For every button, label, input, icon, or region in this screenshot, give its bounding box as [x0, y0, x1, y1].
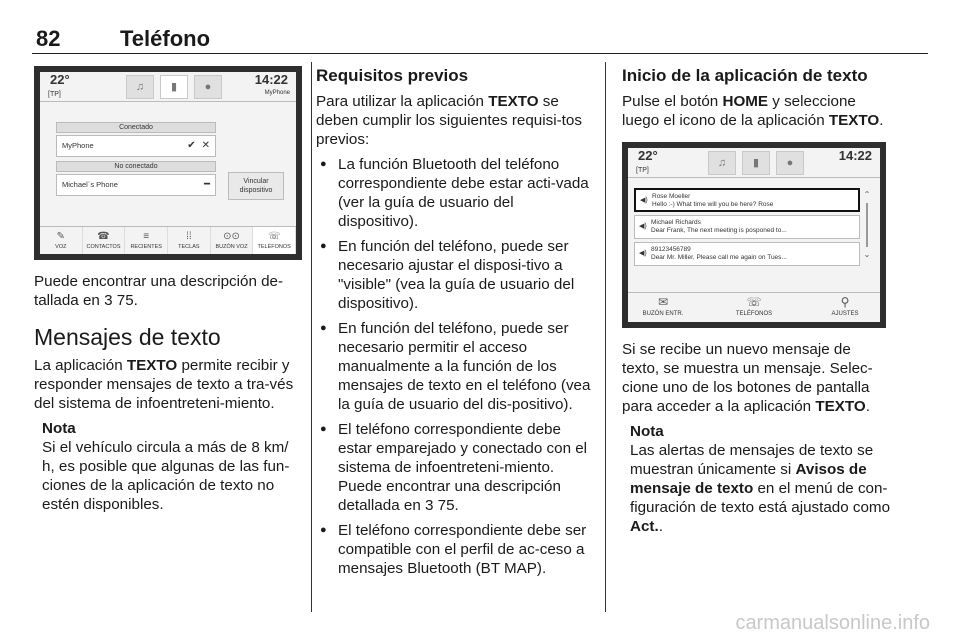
music-note-icon: ♫: [708, 151, 736, 175]
list-item: ● En función del teléfono, puede ser necesario permitir el acceso manualmente a la función de los mensajes de texto en el teléfono (vea la guía de usuario del dis-positivo).: [320, 319, 594, 414]
phone-handset-icon: ☏: [746, 295, 762, 309]
section-title: Teléfono: [120, 26, 211, 51]
list-item: ◀) Rose Moeller Hello :-) What time will you be here? Rose: [634, 188, 860, 212]
phone-icon: ▮: [742, 151, 770, 175]
device-row: [56, 135, 216, 157]
chevron-up-icon: ⌃: [863, 190, 871, 199]
watermark: carmanualsonline.info: [735, 612, 930, 634]
list-item: ● El teléfono correspondiente debe ser compatible con el perfil de ac-ceso a mensajes Bluetooth (BT MAP).: [320, 521, 594, 578]
check-icon: ✔: [187, 140, 196, 151]
speaker-icon: ◀): [639, 223, 647, 230]
page-reference: 3 75.: [104, 292, 138, 309]
phone-name: MyPhone: [264, 90, 290, 96]
clock: 14:22: [254, 72, 288, 87]
column-1: [34, 66, 302, 520]
bottom-phones: ☏ TELÉFONOS: [253, 227, 296, 254]
tp-indicator: [TP]: [636, 167, 649, 174]
envelope-icon: ✉: [657, 295, 669, 309]
temperature: 22°: [50, 72, 70, 87]
bottom-settings: ⚲ AJUSTES: [820, 293, 870, 322]
bottom-phones: ☏ TELÉFONOS: [729, 293, 779, 322]
list-item: ◀) Michael Richards Dear Frank, The next meeting is posponed to...: [634, 215, 860, 239]
page-number: 82: [36, 26, 61, 51]
paragraph: Para utilizar la aplicación TEXTO se deben cumplir los siguientes requisi-tos previos:: [316, 93, 582, 148]
phone-icon: ▮: [160, 75, 188, 99]
settings-icon: ●: [776, 151, 804, 175]
search-settings-icon: ⚲: [840, 295, 850, 309]
bottom-recent: ≡ RECIENTES: [125, 227, 168, 254]
settings-icon: ●: [194, 75, 222, 99]
music-note-icon: ♫: [126, 75, 154, 99]
list-item: ● La función Bluetooth del teléfono correspondiente debe estar acti-vada (ver la guía de usuario del dispositivo).: [320, 155, 594, 231]
paragraph: Pulse el botón HOME y seleccione luego el icono de la aplicación TEXTO.: [622, 93, 884, 129]
contacts-icon: ☎: [97, 231, 110, 242]
connected-label: Conectado: [56, 122, 216, 133]
bottom-contacts: ☎ CONTACTOS: [83, 227, 126, 254]
column-divider: [311, 62, 312, 612]
heading: Mensajes de texto: [34, 324, 221, 350]
page-header: [32, 22, 928, 54]
paragraph: La aplicación TEXTO permite recibir y responder mensajes de texto a tra-vés del sistema de infoentreteni-miento.: [34, 357, 294, 412]
column-divider: [605, 62, 606, 612]
scrollbar: [862, 190, 872, 270]
heading: Requisitos previos: [316, 66, 469, 85]
temperature: 22°: [638, 148, 658, 163]
clock: 14:22: [838, 148, 872, 163]
speaker-icon: ◀): [639, 250, 647, 257]
close-icon: ✕: [201, 140, 210, 151]
bottom-inbox: ✉ BUZÓN ENTR.: [638, 293, 688, 322]
tp-indicator: [TP]: [48, 91, 61, 98]
chevron-down-icon: ⌄: [863, 250, 871, 259]
heading: Inicio de la aplicación de texto: [622, 66, 868, 85]
bottom-keypad: ⁞⁞ TECLAS: [168, 227, 211, 254]
bottom-voicemail: ⊙⊙ BUZÓN VOZ: [211, 227, 254, 254]
note: Nota Las alertas de mensajes de texto se muestran únicamente si Avisos de mensaje de texto en el menú de con-figuración de texto está ajustado como Act..: [630, 423, 891, 535]
paragraph: Puede encontrar una descripción de-tallada en 3 75.: [34, 273, 284, 309]
pair-device-button: Vincular dispositivo: [228, 172, 284, 200]
recent-icon: ≡: [143, 231, 150, 242]
device-name: Michael´s Phone: [62, 180, 118, 189]
speaker-icon: ◀): [640, 197, 648, 204]
list-item: ◀) 89123456789 Dear Mr. Miller, Please call me again on Tues...: [634, 242, 860, 266]
bottom-voice: ✎ VOZ: [40, 227, 83, 254]
device-row: [56, 174, 216, 196]
not-connected-label: No conectado: [56, 161, 216, 172]
note: Nota Si el vehículo circula a más de 8 km/ h, es posible que algunas de las fun-ciones de la aplicación de texto no estén disponibles.: [42, 420, 290, 513]
keypad-icon: ⁞⁞: [186, 231, 192, 242]
phones-icon: ☏: [267, 231, 281, 242]
phone-connection-screenshot: [34, 66, 302, 260]
minus-icon: ━: [203, 179, 210, 190]
column-3: [622, 66, 892, 542]
device-name: MyPhone: [62, 141, 94, 150]
voicemail-icon: ⊙⊙: [223, 231, 240, 242]
paragraph: Si se recibe un nuevo mensaje de texto, se muestra un mensaje. Selec-cione uno de los botones de pantalla para acceder a la aplicación TEXTO.: [622, 341, 873, 415]
list-item: ● En función del teléfono, puede ser necesario ajustar el disposi-tivo a "visible" (vea la guía de usuario del dispositivo).: [320, 237, 594, 313]
column-2: [316, 66, 594, 584]
message-list: [634, 188, 860, 269]
voice-icon: ✎: [56, 231, 66, 242]
requirements-list: [320, 155, 594, 578]
list-item: ● El teléfono correspondiente debe estar emparejado y conectado con el sistema de infoentreteni-miento. Puede encontrar una descripción detallada en 3 75.: [320, 420, 594, 515]
text-messages-screenshot: [622, 142, 886, 328]
